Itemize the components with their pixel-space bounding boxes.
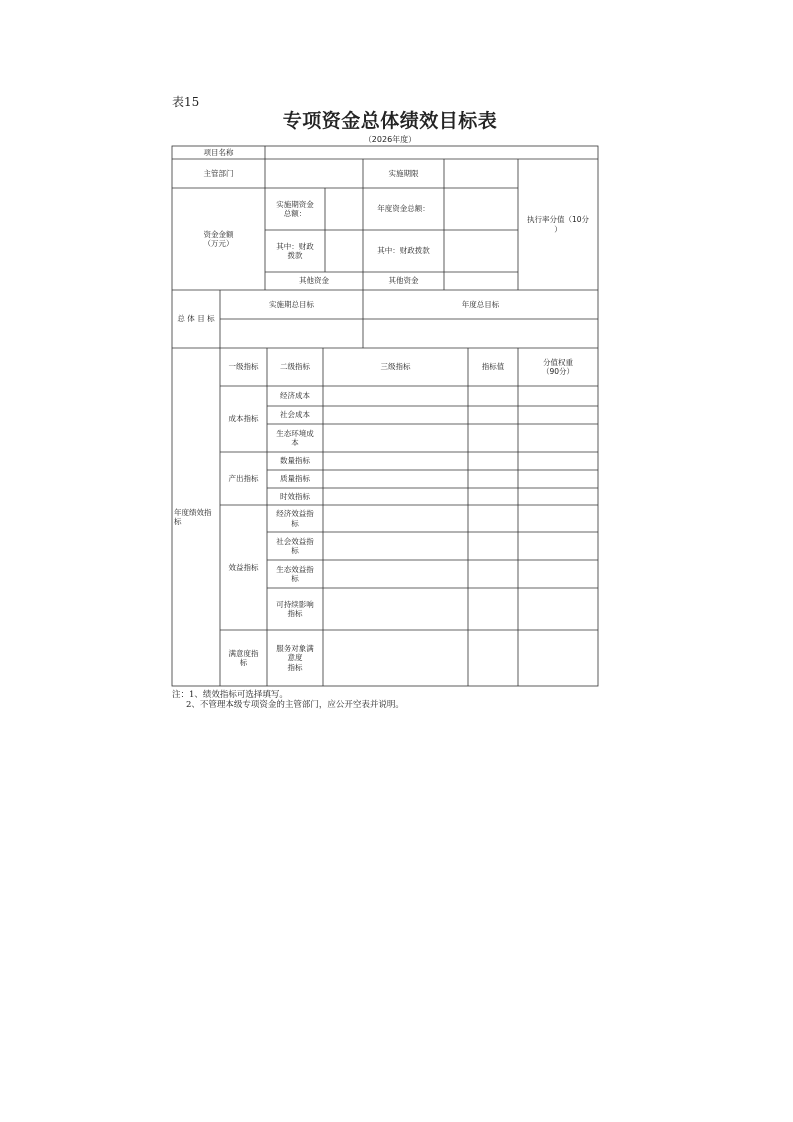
- fiscal-annual-field[interactable]: [444, 230, 518, 272]
- level2-item: 社会成本: [280, 410, 310, 420]
- level1-header: 一级指标: [228, 362, 259, 372]
- annual-goal-field[interactable]: [363, 319, 598, 348]
- level2-item: 数量指标: [280, 456, 310, 466]
- other-annual-field[interactable]: [444, 272, 518, 290]
- period-label: 实施期限: [388, 168, 419, 178]
- level2-item: 服务对象满 意度 指标: [276, 643, 314, 672]
- annual-total-fund-field[interactable]: [444, 188, 518, 230]
- year-subtitle: （2026年度）: [363, 135, 417, 144]
- fiscal-period-field[interactable]: [325, 230, 363, 272]
- annual-total-fund-label: 年度资金总额：: [377, 204, 430, 214]
- project-name-field[interactable]: [265, 146, 598, 159]
- execution-score-label: 执行率分值（10分 ）: [526, 215, 590, 234]
- fiscal-annual-label: 其中：财政拨款: [377, 246, 430, 256]
- table-number: 表15: [172, 95, 200, 109]
- value-header: 指标值: [481, 362, 505, 372]
- dept-field[interactable]: [265, 159, 363, 188]
- total-period-fund-field[interactable]: [325, 188, 363, 230]
- weight-header: 分值权重 （90分）: [541, 357, 575, 376]
- level2-item: 时效指标: [280, 491, 310, 501]
- level2-item: 社会效益指 标: [276, 536, 314, 555]
- annual-indicators-label: 年度绩效指 标: [174, 507, 212, 526]
- level1-benefit: 效益指标: [228, 562, 259, 572]
- level2-item: 经济效益指 标: [276, 509, 314, 528]
- period-field[interactable]: [444, 159, 518, 188]
- note-line-1: 注：1、绩效指标可选择填写。: [172, 690, 288, 700]
- period-goal-field[interactable]: [220, 319, 363, 348]
- level2-item: 生态效益指 标: [276, 564, 314, 583]
- level2-item: 经济成本: [280, 391, 310, 401]
- level2-header: 二级指标: [280, 362, 310, 372]
- page-title: 专项资金总体绩效目标表: [282, 110, 498, 132]
- project-name-label: 项目名称: [203, 147, 234, 157]
- other-period-label: 其他资金: [299, 276, 329, 286]
- level1-output: 产出指标: [228, 473, 259, 483]
- fund-amount-label: 资金金额 （万元）: [203, 229, 234, 248]
- dept-label: 主管部门: [203, 168, 234, 178]
- level2-item: 生态环境成 本: [276, 428, 314, 447]
- level3-header: 三级指标: [380, 362, 411, 372]
- level2-item: 可持续影响 指标: [276, 599, 314, 618]
- level1-satisfaction: 满意度指 标: [228, 648, 259, 667]
- overall-goal-label: 总 体 目 标: [177, 314, 215, 324]
- period-goal-label: 实施期总目标: [269, 299, 314, 309]
- fiscal-period-label: 其中：财政 拨款: [276, 241, 314, 260]
- other-annual-label: 其他资金: [388, 276, 419, 286]
- level1-cost: 成本指标: [228, 414, 259, 424]
- total-period-fund-label: 实施期资金 总额：: [276, 199, 314, 218]
- level2-item: 质量指标: [280, 474, 310, 484]
- note-line-2: 2、不管理本级专项资金的主管部门，应公开空表并说明。: [186, 700, 404, 710]
- annual-goal-label: 年度总目标: [461, 299, 500, 309]
